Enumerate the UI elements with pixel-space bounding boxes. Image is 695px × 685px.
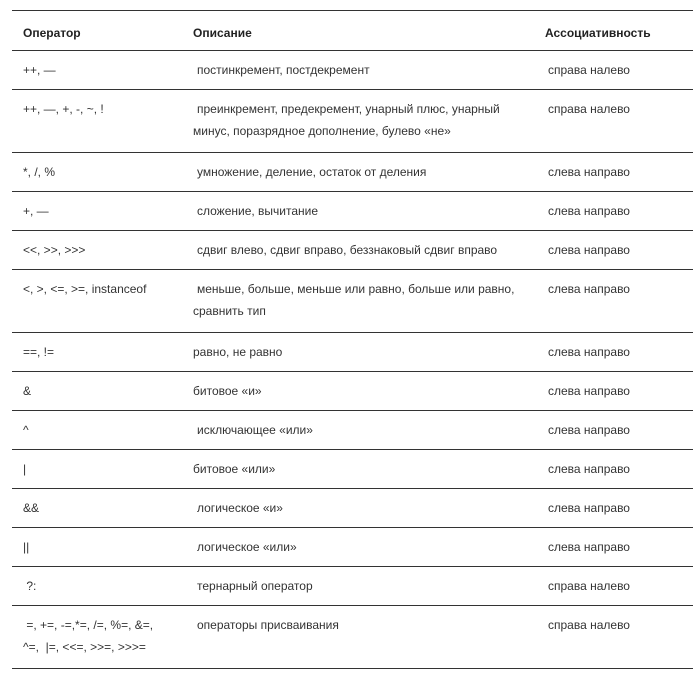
cell-associativity: слева направо	[548, 243, 630, 257]
cell-description: преинкремент, предекремент, унарный плюс, унарный минус, поразрядное дополнение, булево «не»	[193, 102, 500, 138]
operator-precedence-table	[12, 10, 693, 669]
table-row	[12, 153, 693, 192]
cell-description: сдвиг влево, сдвиг вправо, беззнаковый сдвиг вправо	[197, 243, 498, 257]
cell-description: сложение, вычитание	[197, 204, 319, 218]
table-row	[12, 528, 693, 567]
table-header-row	[12, 11, 693, 51]
cell-description: равно, не равно	[193, 345, 283, 359]
table-row	[12, 411, 693, 450]
cell-description: битовое «и»	[193, 384, 262, 398]
header-description: Описание	[193, 26, 252, 40]
cell-associativity: справа налево	[548, 618, 630, 632]
cell-description: логическое «или»	[197, 540, 297, 554]
cell-operator: &&	[23, 501, 40, 515]
cell-operator: &	[23, 384, 32, 398]
cell-operator: +, —	[23, 204, 49, 218]
table-row	[12, 606, 693, 669]
cell-operator: ++, —	[23, 63, 56, 77]
table-row	[12, 489, 693, 528]
cell-operator: ||	[23, 540, 30, 554]
cell-operator: ++, —, +, -, ~, !	[23, 102, 104, 116]
table-row	[12, 333, 693, 372]
table-row	[12, 51, 693, 90]
cell-operator: |	[23, 462, 27, 476]
cell-operator: ?:	[23, 579, 37, 593]
table-row	[12, 192, 693, 231]
header-associativity: Ассоциативность	[545, 26, 651, 40]
table-row	[12, 231, 693, 270]
table-row	[12, 450, 693, 489]
cell-operator: *, /, %	[23, 165, 56, 179]
cell-operator: =, +=, -=,*=, /=, %=, &=, ^=, |=, <<=, >>=, >>>=	[23, 618, 157, 654]
cell-description: умножение, деление, остаток от деления	[197, 165, 427, 179]
cell-associativity: слева направо	[548, 165, 630, 179]
cell-operator: <<, >>, >>>	[23, 243, 86, 257]
cell-description: битовое «или»	[193, 462, 276, 476]
cell-associativity: слева направо	[548, 384, 630, 398]
cell-associativity: слева направо	[548, 423, 630, 437]
cell-operator: ==, !=	[23, 345, 55, 359]
header-operator: Оператор	[23, 26, 81, 40]
cell-associativity: слева направо	[548, 204, 630, 218]
cell-associativity: слева направо	[548, 345, 630, 359]
cell-associativity: справа налево	[548, 63, 630, 77]
cell-description: логическое «и»	[197, 501, 283, 515]
table-row	[12, 567, 693, 606]
cell-description: меньше, больше, меньше или равно, больше или равно, сравнить тип	[193, 282, 515, 318]
cell-description: исключающее «или»	[197, 423, 313, 437]
cell-associativity: слева направо	[548, 501, 630, 515]
cell-associativity: слева направо	[548, 462, 630, 476]
table-row	[12, 372, 693, 411]
cell-associativity: слева направо	[548, 282, 630, 296]
cell-operator: <, >, <=, >=, instanceof	[23, 282, 147, 296]
table-row	[12, 270, 693, 333]
cell-associativity: справа налево	[548, 579, 630, 593]
cell-operator: ^	[23, 423, 29, 437]
cell-description: постинкремент, постдекремент	[197, 63, 370, 77]
cell-associativity: справа налево	[548, 102, 630, 116]
cell-associativity: слева направо	[548, 540, 630, 554]
cell-description: тернарный оператор	[197, 579, 313, 593]
table-row	[12, 90, 693, 153]
cell-description: операторы присваивания	[197, 618, 339, 632]
